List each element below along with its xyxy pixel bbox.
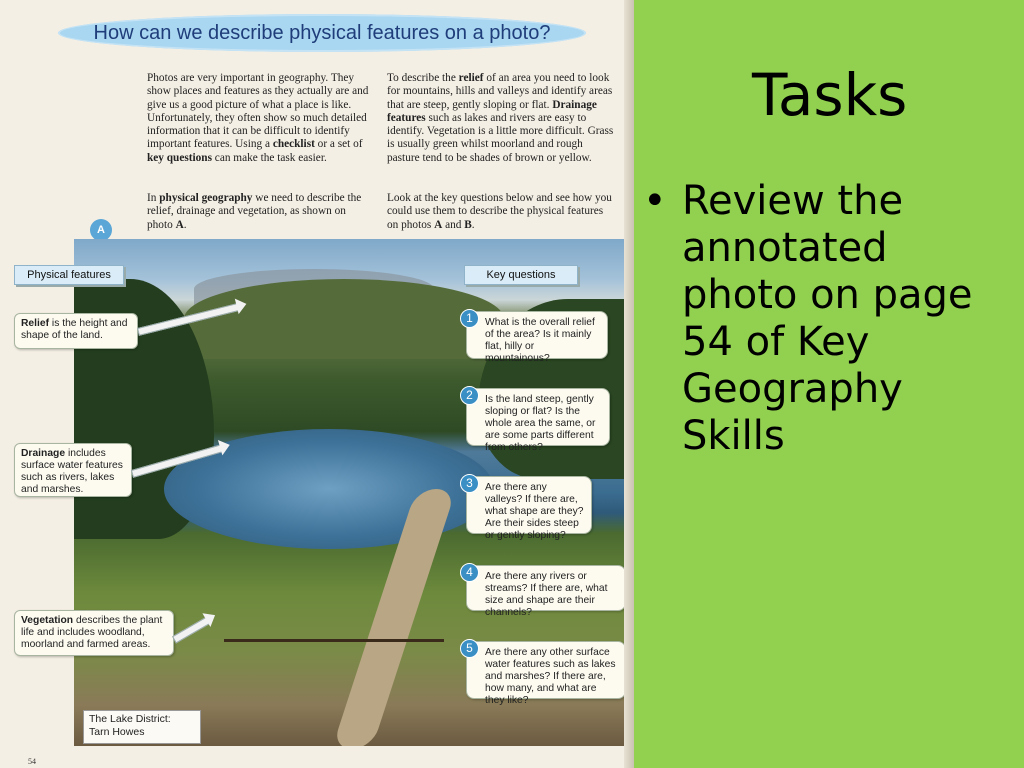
slide-title: Tasks — [752, 61, 908, 129]
question-text-3: Are there any valleys? If there are, what shape are they? Are their sides steep or gently sloping? — [485, 482, 584, 541]
task-bullet-text: Review the annotated photo on page 54 of Key Geography Skills — [682, 178, 973, 459]
question-text-4: Are there any rivers or streams? If there are, what size and shape are their channels? — [485, 571, 608, 618]
page-title: How can we describe physical features on a photo? — [93, 22, 551, 44]
question-number-3: 3 — [460, 474, 479, 493]
photo-label: A — [97, 224, 105, 236]
caption-line-2: Tarn Howes — [89, 726, 145, 738]
question-box-5 — [466, 641, 626, 706]
caption-line-1: The Lake District: — [89, 713, 171, 725]
question-number-2: 2 — [460, 386, 479, 405]
col1-paragraph-2: In physical geography we need to describe the relief, drainage and vegetation, as shown on photo A. — [147, 192, 362, 231]
bullet-marker: • — [643, 178, 667, 224]
question-box-1 — [466, 311, 608, 364]
question-box-4 — [466, 565, 626, 618]
physical-features-header: Physical features — [14, 265, 124, 285]
vegetation-note: Vegetation describes the plant life and includes woodland, moorland and farmed areas. — [14, 610, 174, 656]
question-text-5: Are there any other surface water features such as lakes and marshes? If there are, how many, and what are they like? — [485, 647, 616, 706]
col1-paragraph-1: Photos are very important in geography. They show places and features as they actually are and give us a good picture of what a place is like. Unfortunately, they often show so much detailed information that it can be difficult to identify important features. Using a checklist or a set of key questions can make the task easier. — [147, 72, 369, 164]
photo-hills — [184, 279, 504, 359]
question-text-2: Is the land steep, gently sloping or flat? Is the whole area the same, or are some parts different from others? — [485, 394, 596, 453]
photo-caption — [83, 710, 201, 744]
question-number-5: 5 — [460, 639, 479, 658]
question-box-3 — [466, 476, 592, 541]
question-text-1: What is the overall relief of the area? Is it mainly flat, hilly or mountainous? — [485, 317, 595, 364]
relief-note: Relief is the height and shape of the land. — [14, 313, 138, 349]
question-box-2 — [466, 388, 610, 453]
photo-fence — [224, 639, 444, 642]
col2-paragraph-1: To describe the relief of an area you need to look for mountains, hills and valleys and identify areas that are steep, gently sloping or flat. Drainage features such as lakes and rivers are easy to identify. Vegetation is a little more difficult. Grass is usually green whilst moorland and rough pasture tend to be shades of brown or yellow. — [387, 72, 614, 164]
page-spine — [624, 0, 634, 768]
page-number: 54 — [28, 757, 36, 766]
question-number-1: 1 — [460, 309, 479, 328]
drainage-note: Drainage includes surface water features such as rivers, lakes and marshes. — [14, 443, 132, 497]
col2-paragraph-2: Look at the key questions below and see how you could use them to describe the physical features on photos A and B. — [387, 192, 612, 231]
key-questions-header: Key questions — [464, 265, 578, 285]
question-number-4: 4 — [460, 563, 479, 582]
